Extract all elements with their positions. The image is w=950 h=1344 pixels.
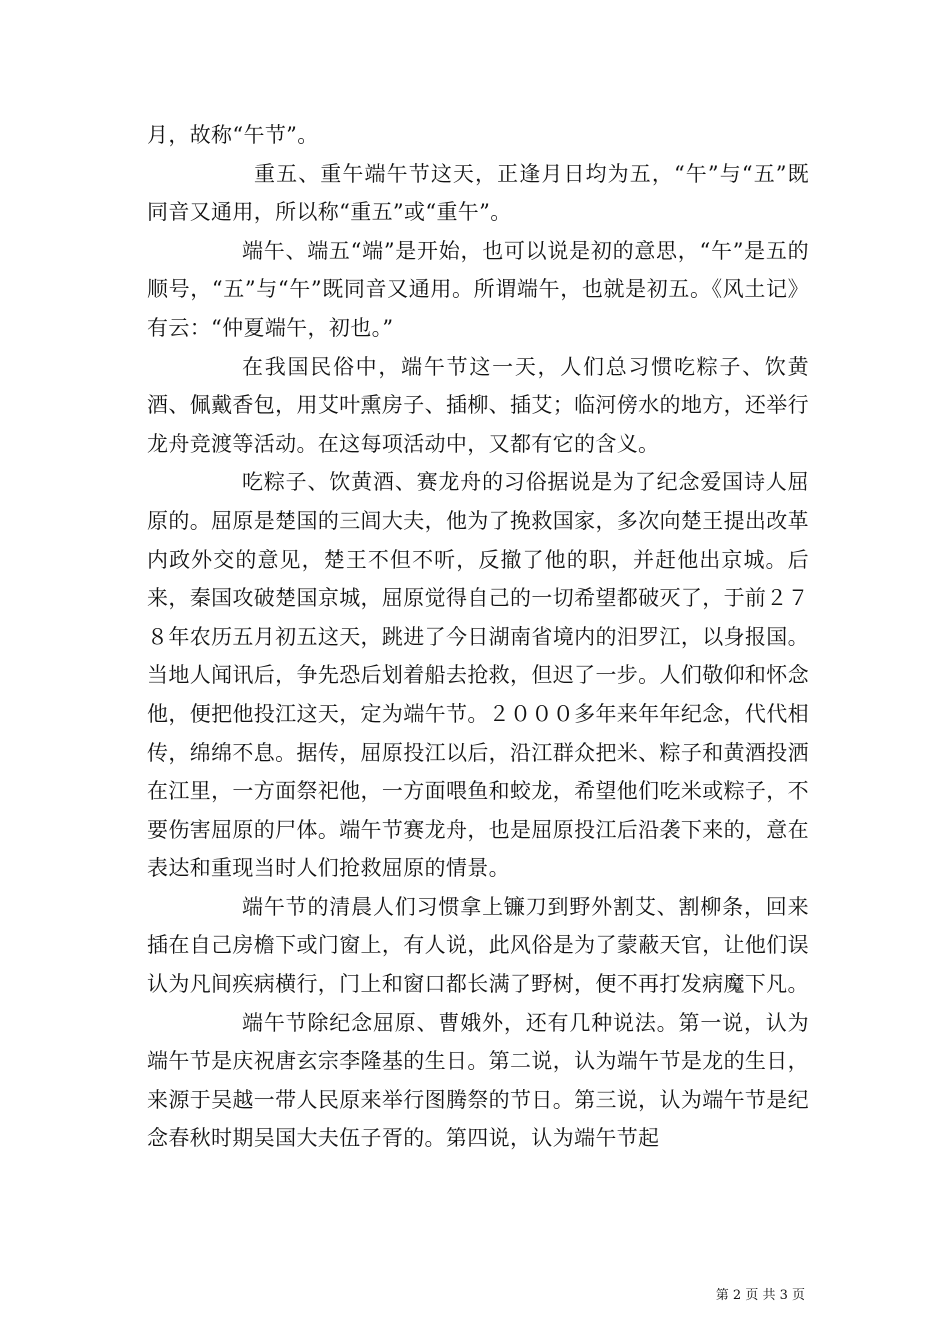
paragraph-continuation: 月，故称“午节”。 bbox=[147, 123, 319, 147]
paragraph-duanwu-meaning: 端午、端五“端”是开始，也可以说是初的意思，“午”是五的顺号，“五”与“午”既同音又通用。所谓端午，也就是初五。《风土记》有云：“仲夏端午，初也。” bbox=[147, 238, 809, 340]
paragraph-mugwort: 端午节的清晨人们习惯拿上镰刀到野外割艾、割柳条，回来插在自己房檐下或门窗上，有人说，此风俗是为了蒙蔽天官，让他们误认为凡间疾病横行，门上和窗口都长满了野树，便不再打发病魔下凡。 bbox=[147, 894, 809, 997]
paragraph-other-origins: 端午节除纪念屈原、曹娥外，还有几种说法。第一说，认为端午节是庆祝唐玄宗李隆基的生日。第二说，认为端午节是龙的生日，来源于吴越一带人民原来举行图腾祭的节日。第三说，认为端午节是纪念春秋时期吴国大夫伍子胥的。第四说，认为端午节起 bbox=[147, 1010, 809, 1151]
paragraph-chongwu: 重五、重午端午节这天，正逢月日均为五，“午”与“五”既同音又通用，所以称“重五”或“重午”。 bbox=[147, 161, 809, 225]
paragraph-folk-customs: 在我国民俗中，端午节这一天，人们总习惯吃粽子、饮黄酒、佩戴香包，用艾叶熏房子、插柳、插艾；临河傍水的地方，还举行龙舟竞渡等活动。在这每项活动中，又都有它的含义。 bbox=[147, 354, 809, 456]
document-body bbox=[147, 116, 809, 1158]
paragraph-qu-yuan: 吃粽子、饮黄酒、赛龙舟的习俗据说是为了纪念爱国诗人屈原的。屈原是楚国的三闾大夫，他为了挽救国家，多次向楚王提出改革内政外交的意见，楚王不但不听，反撤了他的职，并赶他出京城。后来，秦国攻破楚国京城，屈原觉得自己的一切希望都破灭了，于前２７８年农历五月初五这天，跳进了今日湖南省境内的汨罗江，以身报国。当地人闻讯后，争先恐后划着船去抢救，但迟了一步。人们敬仰和怀念他，便把他投江这天，定为端午节。２０００多年来年年纪念，代代相传，绵绵不息。据传，屈原投江以后，沿江群众把米、粽子和黄酒投洒在江里，一方面祭祀他，一方面喂鱼和蛟龙，希望他们吃米或粽子，不要伤害屈原的尸体。端午节赛龙舟，也是屈原投江后沿袭下来的，意在表达和重现当时人们抢救屈原的情景。 bbox=[147, 470, 809, 881]
page-number-footer: 第 2 页 共 3 页 bbox=[715, 1288, 805, 1303]
